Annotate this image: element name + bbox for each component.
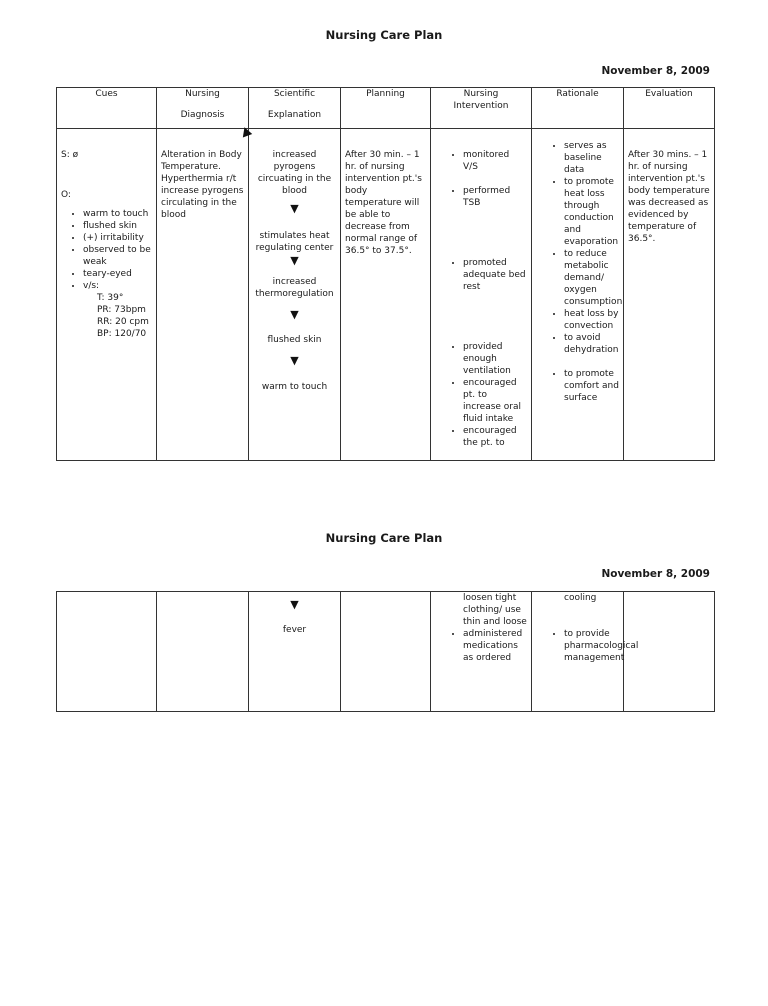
header-rationale: Rationale — [532, 88, 624, 129]
explanation-cell — [249, 592, 341, 712]
rationale-cell — [532, 129, 624, 461]
planning-text: After 30 min. – 1 hr. of nursing intervention pt.'s body temperature will be able to decrease from normal range of 36.5° to 37.5°. — [345, 150, 422, 256]
list-item: • heat loss by convection — [564, 308, 619, 332]
diagnosis-text: Alteration in Body Temperature. Hyperthermia r/t increase pyrogens circulating in the blood — [161, 150, 244, 220]
list-item: • provided enough ventilation — [463, 341, 527, 377]
page-date: November 8, 2009 — [601, 65, 710, 77]
list-item: • encouraged pt. to increase oral fluid intake — [463, 377, 527, 425]
planning-cell — [341, 129, 431, 461]
rationale-list — [536, 140, 623, 404]
page-title: Nursing Care Plan — [325, 28, 443, 42]
table-row — [57, 129, 715, 461]
evaluation-cell — [624, 129, 715, 461]
rationale-list — [536, 628, 639, 664]
header-planning: Planning — [341, 88, 431, 129]
care-plan-table-continued — [56, 591, 715, 712]
evaluation-cell — [624, 592, 715, 712]
list-item: • observed to be weak — [83, 244, 152, 268]
intervention-cell — [431, 129, 532, 461]
down-arrow-icon: ▼ — [290, 202, 299, 215]
intervention-continued: loosen tight clothing/ use thin and loose — [463, 593, 527, 627]
list-item: • to provide pharmacological management — [564, 628, 619, 664]
explanation-step: increased pyrogens circuating in the blood — [257, 150, 332, 196]
header-evaluation: Evaluation — [624, 88, 715, 129]
vital-bp: BP: 120/70 — [97, 329, 147, 339]
cues-list — [61, 208, 152, 292]
rationale-cell — [532, 592, 639, 712]
intervention-list — [435, 628, 527, 664]
intervention-list — [435, 149, 527, 449]
down-arrow-icon: ▼ — [290, 354, 299, 367]
page-title: Nursing Care Plan — [325, 531, 443, 545]
list-item: • promoted adequate bed rest — [463, 257, 527, 293]
list-item: • administered medications as ordered — [463, 628, 527, 664]
table-header-row — [57, 88, 715, 129]
list-item: • (+) irritability — [83, 232, 152, 244]
evaluation-text: After 30 mins. – 1 hr. of nursing intervention pt.'s body temperature was decreased as evidenced by temperature of 36.5°. — [628, 150, 710, 244]
list-item: • serves as baseline data — [564, 140, 619, 176]
explanation-step: increased thermoregulation — [255, 277, 334, 299]
list-item: • v/s: — [83, 280, 152, 292]
explanation-step: fever — [282, 625, 307, 635]
down-arrow-icon: ▼ — [290, 254, 299, 267]
rationale-continued: cooling — [564, 593, 597, 603]
explanation-step: flushed skin — [267, 335, 322, 345]
table-row — [57, 592, 715, 712]
explanation-step: stimulates heat regulating center — [255, 231, 334, 253]
intervention-cell — [431, 592, 532, 712]
header-explanation: Scientific Explanation — [249, 88, 341, 129]
header-cues: Cues — [57, 88, 157, 129]
explanation-step: warm to touch — [261, 382, 328, 392]
diagnosis-cell — [157, 129, 249, 461]
list-item: • teary-eyed — [83, 268, 152, 280]
vital-pulse: PR: 73bpm — [97, 305, 146, 315]
planning-cell — [341, 592, 431, 712]
header-intervention: Nursing Intervention — [431, 88, 532, 129]
care-plan-table — [56, 87, 715, 461]
subjective-cue: S: ø — [61, 150, 79, 160]
explanation-cell — [249, 129, 341, 461]
vital-temp: T: 39° — [97, 293, 124, 303]
vital-signs — [61, 292, 152, 340]
down-arrow-icon: ▼ — [290, 308, 299, 321]
list-item: • to avoid dehydration — [564, 332, 619, 356]
cues-cell — [57, 592, 157, 712]
list-item: • to reduce metabolic demand/ oxygen consumption — [564, 248, 619, 308]
list-item: • to promote comfort and surface — [564, 368, 619, 404]
down-arrow-icon: ▼ — [290, 598, 299, 611]
list-item: • warm to touch — [83, 208, 152, 220]
header-diagnosis: Nursing Diagnosis — [157, 88, 249, 129]
list-item: • to promote heat loss through conduction and evaporation — [564, 176, 619, 248]
list-item: • encouraged the pt. to — [463, 425, 527, 449]
list-item: • flushed skin — [83, 220, 152, 232]
objective-cue: O: — [61, 190, 71, 200]
list-item: • monitored V/S — [463, 149, 527, 173]
vital-resp: RR: 20 cpm — [97, 317, 149, 327]
cues-cell — [57, 129, 157, 461]
page-date: November 8, 2009 — [601, 568, 710, 580]
list-item: • performed TSB — [463, 185, 527, 209]
diagnosis-cell — [157, 592, 249, 712]
